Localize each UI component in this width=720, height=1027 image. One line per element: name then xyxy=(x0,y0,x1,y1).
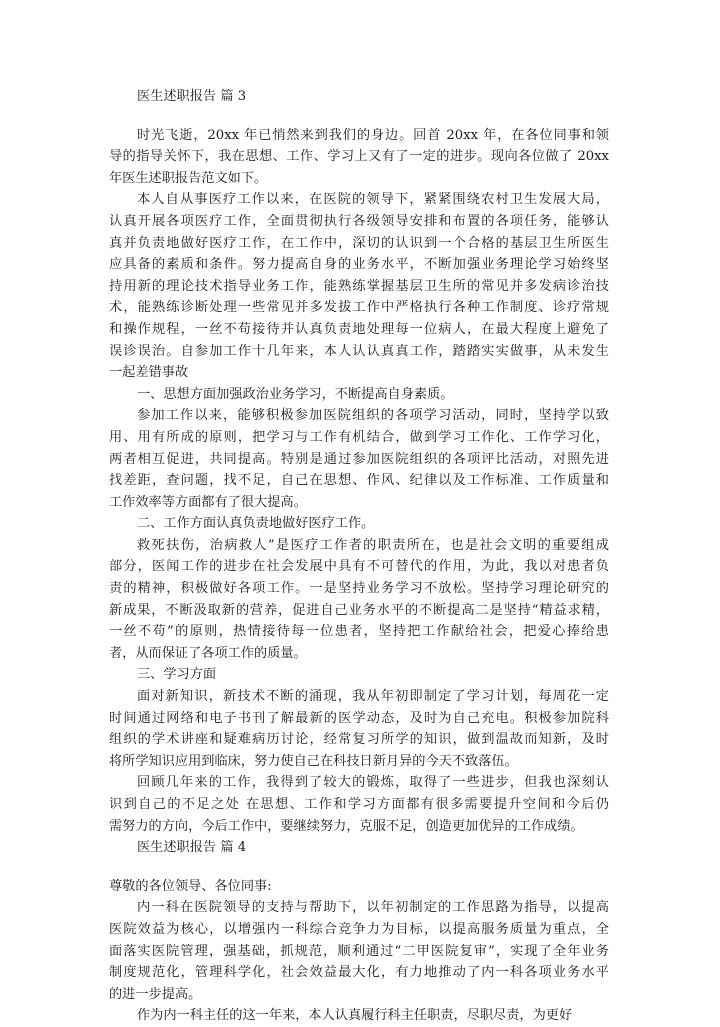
text-line: 工作效率等方面都有了很大提高。 xyxy=(109,494,307,510)
paragraph xyxy=(109,772,609,837)
text-line: 本人自从事医疗工作以来，在医院的领导下，紧紧围绕农村卫生发展大局， xyxy=(137,192,609,208)
text-line: 持用新的理论技术指导业务工作，能熟练掌握基层卫生所的常见并多发病诊治技 xyxy=(109,278,609,294)
paragraph xyxy=(109,1005,609,1027)
spacer xyxy=(109,108,609,125)
paragraph xyxy=(109,664,609,686)
section-4-body xyxy=(109,897,609,1027)
text-line: 一起差错事故 xyxy=(109,365,189,381)
text-line: 将所学知识应用到临床，努力使自己在科技日新月异的今天不致落伍。 xyxy=(109,753,518,769)
text-line: 术，能熟练诊断处理一些常见并多发拔工作中严格执行各种工作制度、诊疗常规 xyxy=(109,300,609,316)
text-line: 真并负责地做好医疗工作，在工作中，深切的认识到一个合格的基层卫生所医生 xyxy=(109,235,609,251)
document-page xyxy=(109,86,609,1027)
text-line: 认真开展各项医疗工作，全面贯彻执行各级领导安排和布置的各项任务，能够认 xyxy=(109,213,609,229)
text-line: 误诊误治。自参加工作十几年来，本人认认真真工作，踏踏实实做事，从未发生 xyxy=(109,343,609,359)
text-line: 需努力的方向，今后工作中，要继续努力，克服不足，创造更加优异的工作成绩。 xyxy=(109,818,584,834)
text-line: 应具备的素质和条件。努力提高自身的业务水平，不断加强业务理论学习始终坚 xyxy=(109,257,609,273)
text-line: 一丝不苟”的原则，热情接待每一位患者，坚持把工作献给社会，把爱心捧给患 xyxy=(109,624,609,640)
text-line: 新成果，不断汲取新的营养，促进自己业务水平的不断提高二是坚持“精益求精， xyxy=(109,602,609,618)
text-line: 内一科在医院领导的支持与帮助下，以年初制定的工作思路为指导，以提高 xyxy=(137,900,609,916)
text-line: 责的精神，积极做好各项工作。一是坚持业务学习不放松。坚持学习理论研究的 xyxy=(109,581,609,597)
section-3-title: 医生述职报告 篇 3 xyxy=(137,89,247,104)
paragraph xyxy=(109,535,609,665)
paragraph xyxy=(109,686,609,772)
text-line: 组织的学术讲座和疑难病历讨论，经常复习所学的知识，做到温故而知新，及时 xyxy=(109,732,609,748)
text-line: 医院效益为核心，以增强内一科综合竞争力为目标，以提高服务质量为重点，全 xyxy=(109,921,609,937)
text-line: 识到自己的不足之处 在思想、工作和学习方面都有很多需要提升空间和今后仍 xyxy=(109,797,609,812)
paragraph xyxy=(109,125,609,190)
text-line: 回顾几年来的工作，我得到了较大的锻炼，取得了一些进步，但我也深刻认 xyxy=(137,775,609,791)
text-line: 一、思想方面加强政治业务学习，不断提高自身素质。 xyxy=(137,386,454,402)
text-line: 找差距，查问题，找不足，自己在思想、作风、纪律以及工作标准、工作质量和 xyxy=(109,473,609,489)
paragraph xyxy=(109,384,609,406)
text-line: 面落实医院管理，强基础，抓规范，顺利通过“二甲医院复审”，实现了全年业务 xyxy=(109,943,609,959)
text-line: 者，从而保证了各项工作的质量。 xyxy=(109,645,307,661)
text-line: 时光飞逝，20xx 年已悄然来到我们的身边。回首 20xx 年，在各位同事和领 xyxy=(137,127,609,143)
text-line: 两者相互促进，共同提高。特别是通过参加医院组织的各项评比活动，对照先进 xyxy=(109,451,609,467)
text-line: 用、用有所成的原则，把学习与工作有机结合，做到学习工作化、工作学习化， xyxy=(109,429,609,445)
paragraph xyxy=(109,405,609,513)
text-line: 导的指导关怀下，我在思想、工作、学习上又有了一定的进步。现向各位做了 20xx xyxy=(109,149,609,165)
text-line: 和操作规程，一丝不苟接待并认真负责地处理每一位病人，在最大程度上避免了 xyxy=(109,321,609,337)
section-4-title: 医生述职报告 篇 4 xyxy=(137,840,247,856)
paragraph xyxy=(109,189,609,383)
greeting: 尊敬的各位领导、各位同事: xyxy=(109,878,272,894)
text-line: 的进一步提高。 xyxy=(109,986,202,1002)
text-line: 三、学习方面 xyxy=(137,667,217,683)
text-line: 制度规范化，管理科学化，社会效益最大化，有力地推动了内一科各项业务水平 xyxy=(109,965,609,981)
section-3-body xyxy=(109,125,609,838)
text-line: 年医生述职报告范文如下。 xyxy=(109,170,268,186)
text-line: 面对新知识，新技术不断的涌现，我从年初即制定了学习计划，每周花一定 xyxy=(137,689,609,705)
text-line: 参加工作以来，能够积极参加医院组织的各项学习活动，同时，坚持学以致 xyxy=(137,408,609,424)
paragraph xyxy=(109,897,609,1005)
text-line: 作为内一科主任的这一年来，本人认真履行科主任职责，尽职尽责，为更好 xyxy=(137,1008,573,1024)
text-line: 救死扶伤，治病救人”是医疗工作者的职责所在，也是社会文明的重要组成 xyxy=(137,537,609,553)
spacer xyxy=(109,859,609,876)
text-line: 部分，医闻工作的进步在社会发展中具有不可替代的作用，为此，我以对患者负 xyxy=(109,559,609,575)
paragraph xyxy=(109,513,609,535)
text-line: 二、工作方面认真负责地做好医疗工作。 xyxy=(137,516,375,532)
text-line: 时间通过网络和电子书刊了解最新的医学动态，及时为自己充电。积极参加院科 xyxy=(109,710,609,726)
